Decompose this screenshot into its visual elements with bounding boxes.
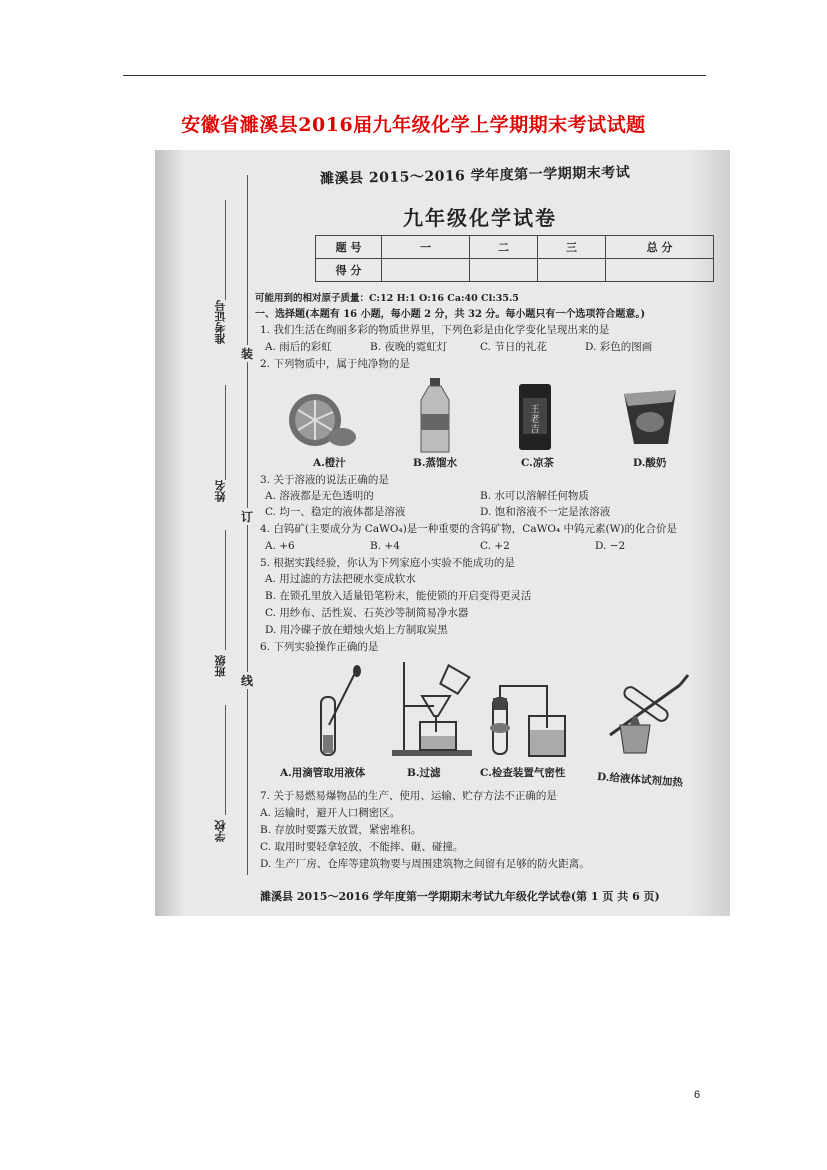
yogurt-cup-icon: [620, 384, 680, 446]
image-caption: B.过滤: [407, 767, 441, 779]
side-line: [225, 385, 226, 480]
exam-title: 九年级化学试卷: [403, 206, 557, 230]
option: D. 饱和溶液不一定是浓溶液: [480, 506, 611, 518]
image-caption: D.给液体试剂加热: [596, 771, 684, 789]
score-cell: [538, 259, 606, 282]
option: B. 水可以溶解任何物质: [480, 490, 589, 502]
option: C. +2: [480, 540, 510, 552]
option: D. 用冷碟子放在蜡烛火焰上方制取炭黑: [265, 624, 448, 636]
option: D. −2: [595, 540, 626, 552]
option: D. 生产厂房、仓库等建筑物要与周围建筑物之间留有足够的防火距离。: [260, 858, 590, 870]
score-cell: 二: [470, 236, 538, 259]
filter-funnel-icon: [390, 660, 480, 760]
header-rule: [123, 75, 706, 76]
option: A. 用过滤的方法把硬水变成软水: [265, 573, 416, 585]
image-caption: C.凉茶: [521, 457, 554, 469]
option: A. 雨后的彩虹: [265, 341, 332, 353]
score-cell: [606, 259, 714, 282]
binding-char: 线: [241, 674, 254, 688]
image-caption: A.橙汁: [313, 457, 346, 469]
option: C. 节日的礼花: [480, 341, 547, 353]
atomic-masses: 可能用到的相对原子质量：C:12 H:1 O:16 Ca:40 Cl:35.5: [255, 293, 519, 304]
binding-char: 订: [241, 510, 254, 524]
option: B. 在锁孔里放入适量铅笔粉末，能使锁的开启变得更灵活: [265, 590, 532, 602]
exam-header: 濉溪县 2015～2016 学年度第一学期期末考试: [319, 164, 631, 188]
question-stem: 3. 关于溶液的说法正确的是: [260, 474, 389, 486]
exam-scan: [155, 150, 730, 916]
image-caption: D.酸奶: [633, 457, 667, 469]
page-title: 安徽省濉溪县2016届九年级化学上学期期末考试试题: [181, 114, 646, 136]
heating-test-tube-icon: [600, 665, 700, 760]
score-table: [315, 235, 714, 282]
option: B. 夜晚的霓虹灯: [370, 341, 448, 353]
side-label-name: 姓名: [214, 480, 227, 502]
question-stem: 6. 下列实验操作正确的是: [260, 641, 379, 653]
side-line: [225, 705, 226, 815]
question-stem: 5. 根据实践经验，你认为下列家庭小实验不能成功的是: [260, 557, 515, 569]
binding-char: 装: [241, 347, 254, 361]
score-cell: 题 号: [316, 236, 382, 259]
option: C. 用纱布、活性炭、石英沙等制简易净水器: [265, 607, 469, 619]
score-cell: 一: [382, 236, 470, 259]
score-cell: [470, 259, 538, 282]
side-line: [225, 530, 226, 650]
image-caption: C.检查装置气密性: [480, 767, 566, 779]
score-cell: [382, 259, 470, 282]
side-label-admission: 准考证号: [214, 300, 227, 344]
side-label-school: 学校: [214, 820, 227, 842]
option: A. 运输时，避开人口稠密区。: [260, 807, 401, 819]
question-stem: 2. 下列物质中，属于纯净物的是: [260, 358, 410, 370]
question-stem: 1. 我们生活在绚丽多彩的物质世界里，下列色彩是由化学变化呈现出来的是: [260, 324, 610, 336]
option: A. +6: [265, 540, 295, 552]
svg-text:吉: 吉: [530, 425, 540, 435]
airtight-check-icon: [485, 668, 575, 760]
score-cell: 三: [538, 236, 606, 259]
page-number: 6: [694, 1089, 701, 1101]
option: C. 均一、稳定的液体都是溶液: [265, 506, 406, 518]
option: A. 溶液都是无色透明的: [265, 490, 374, 502]
question-stem: 4. 白钨矿(主要成分为 CaWO₄)是一种重要的含钨矿物，CaWO₄ 中钨元素(W)的化合价是: [260, 523, 678, 535]
score-cell: 总 分: [606, 236, 714, 259]
side-label-class: 班级: [214, 655, 227, 677]
svg-text:王: 王: [530, 405, 540, 415]
option: B. 存放时要露天放置，紧密堆积。: [260, 824, 422, 836]
water-bottle-icon: [415, 378, 455, 454]
side-line: [225, 200, 226, 300]
score-cell: 得 分: [316, 259, 382, 282]
exam-footer: 濉溪县 2015～2016 学年度第一学期期末考试九年级化学试卷(第 1 页 共 6 页): [260, 890, 660, 903]
dropper-icon: [315, 665, 365, 760]
question-stem: 7. 关于易燃易爆物品的生产、使用、运输、贮存方法不正确的是: [260, 790, 557, 802]
section-heading: 一、选择题(本题有 16 小题，每小题 2 分，共 32 分。每小题只有一个选项符合题意。): [255, 309, 646, 320]
image-caption: A.用滴管取用液体: [280, 767, 366, 779]
binding-line: [247, 175, 248, 875]
svg-text:老: 老: [530, 415, 540, 425]
option: D. 彩色的图画: [585, 341, 653, 353]
image-caption: B.蒸馏水: [413, 457, 458, 469]
option: B. +4: [370, 540, 400, 552]
tea-can-icon: [517, 382, 553, 452]
orange-icon: [280, 382, 360, 452]
option: C. 取用时要轻拿轻放，不能摔、砸、碰撞。: [260, 841, 464, 853]
